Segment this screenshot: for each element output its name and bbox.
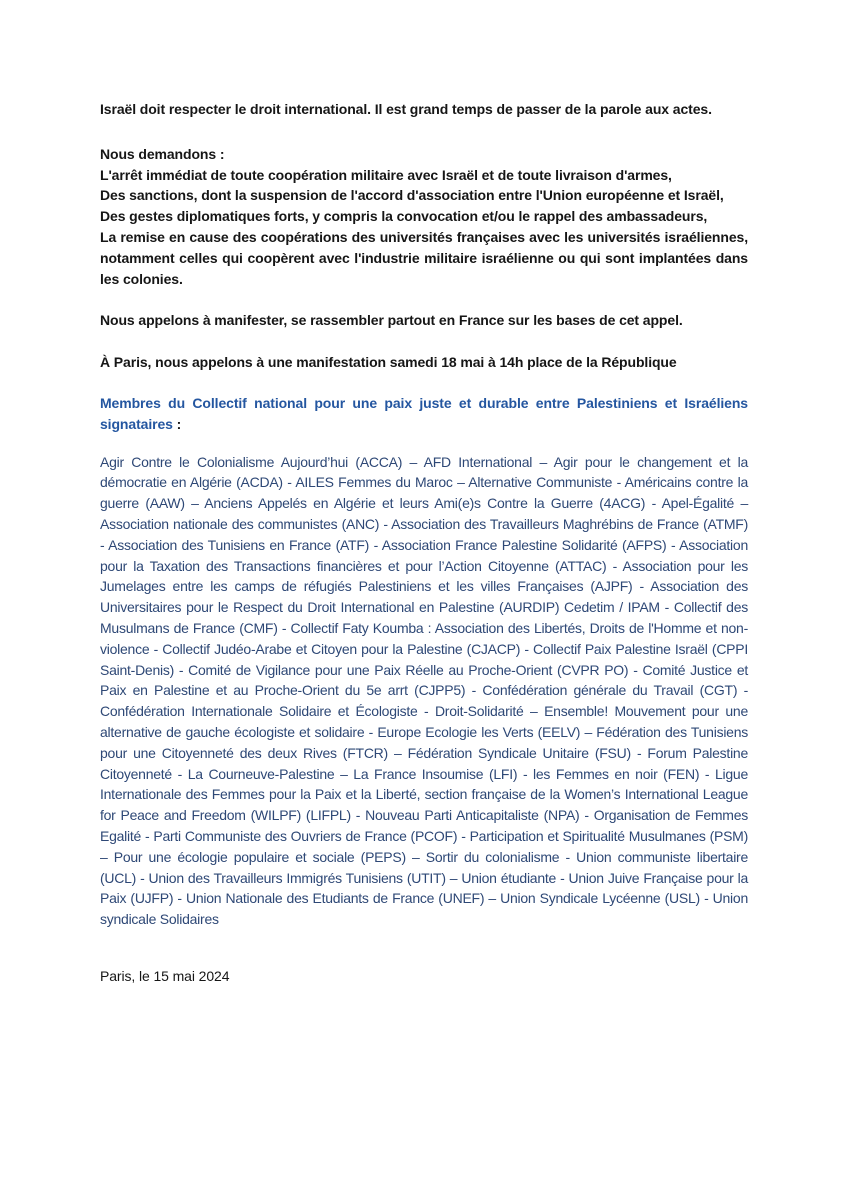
paris-demo-call: À Paris, nous appelons à une manifestation samedi 18 mai à 14h place de la République [100, 354, 677, 371]
intro-paragraph: Israël doit respecter le droit international. Il est grand temps de passer de la parole aux actes. [100, 101, 712, 117]
demand-line: L'arrêt immédiat de toute coopération militaire avec Israël et de toute livraison d'armes, [100, 166, 672, 183]
demands-heading: Nous demandons : [100, 145, 225, 162]
call-to-action: Nous appelons à manifester, se rassembler partout en France sur les bases de cet appel. [100, 312, 683, 329]
signatories-heading-colon: : [172, 415, 182, 432]
demand-line: Des gestes diplomatiques forts, y compris la convocation et/ou le rappel des ambassadeurs, [100, 208, 708, 225]
signatories-list: Agir Contre le Colonialisme Aujourd’hui (ACCA) – AFD International – Agir pour le changement et la démocratie en Algérie (ACDA) - AILES Femmes du Maroc – Alternative Communiste - Américains contre la guerre (AAW) – Anciens Appelés en Algérie et leurs Ami(e)s Contre la Guerre (4ACG) - Apel-Égalité – Association nationale des communistes (ANC) - Association des Travailleurs Maghrébins de France (ATMF) - Association des Tunisiens en France (ATF) - Association France Palestine Solidarité (AFPS) - Association pour la Taxation des Transactions financières et pour l’Action Citoyenne (ATTAC) - Association pour les Jumelages entre les camps de réfugiés Palestiniens et les villes Françaises (AJPF) - Association des Universitaires pour le Respect du Droit International en Palestine (AURDIP) Cedetim / IPAM - Collectif des Musulmans de France (CMF) - Collectif Faty Koumba : Association des Libertés, Droits de l'Homme et non-violence - Collectif Judéo-Arabe et Citoyen pour la Palestine (CJACP) - Collectif Paix Palestine Israël (CPPI Saint-Denis) - Comité de Vigilance pour une Paix Réelle au Proche-Orient (CVPR PO) - Comité Justice et Paix en Palestine et au Proche-Orient du 5e arrt (CJPP5) - Confédération générale du Travail (CGT) - Confédération Internationale Solidaire et Écologiste - Droit-Solidarité – Ensemble! Mouvement pour une alternative de gauche écologiste et solidaire - Europe Ecologie les Verts (EELV) – Fédération des Tunisiens pour une Citoyenneté des deux Rives (FTCR) – Fédération Syndicale Unitaire (FSU) - Forum Palestine Citoyenneté - La Courneuve-Palestine – La France Insoumise (LFI) - les Femmes en noir (FEN) - Ligue Internationale des Femmes pour la Paix et la Liberté, section française de la Women’s International League for Peace and Freedom (WILPF) (LIFPL) - Nouveau Parti Anticapitaliste (NPA) - Organisation de Femmes Egalité - Parti Communiste des Ouvriers de France (PCOF) - Participation et Spiritualité Musulmanes (PSM) – Pour une écologie populaire et sociale (PEPS) – Sortir du colonialisme - Union communiste libertaire (UCL) - Union des Travailleurs Immigrés Tunisiens (UTIT) – Union étudiante - Union Juive Française pour la Paix (UJFP) - Union Nationale des Etudiants de France (UNEF) – Union Syndicale Lycéenne (USL) - Union syndicale Solidaires [100, 453, 748, 928]
demand-line: Des sanctions, dont la suspension de l'accord d'association entre l'Union européenne et Israël, [100, 187, 724, 204]
signatories-heading-text: Membres du Collectif national pour une paix juste et durable entre Palestiniens et Israéliens signataires [100, 394, 748, 432]
dateline: Paris, le 15 mai 2024 [100, 967, 230, 984]
signatories-heading [100, 393, 748, 435]
demand-line: La remise en cause des coopérations des universités françaises avec les universités israéliennes, notamment celles qui coopèrent avec l'industrie militaire israélienne ou qui sont implantées dans les colonies. [100, 228, 748, 287]
demands-block [100, 144, 748, 290]
